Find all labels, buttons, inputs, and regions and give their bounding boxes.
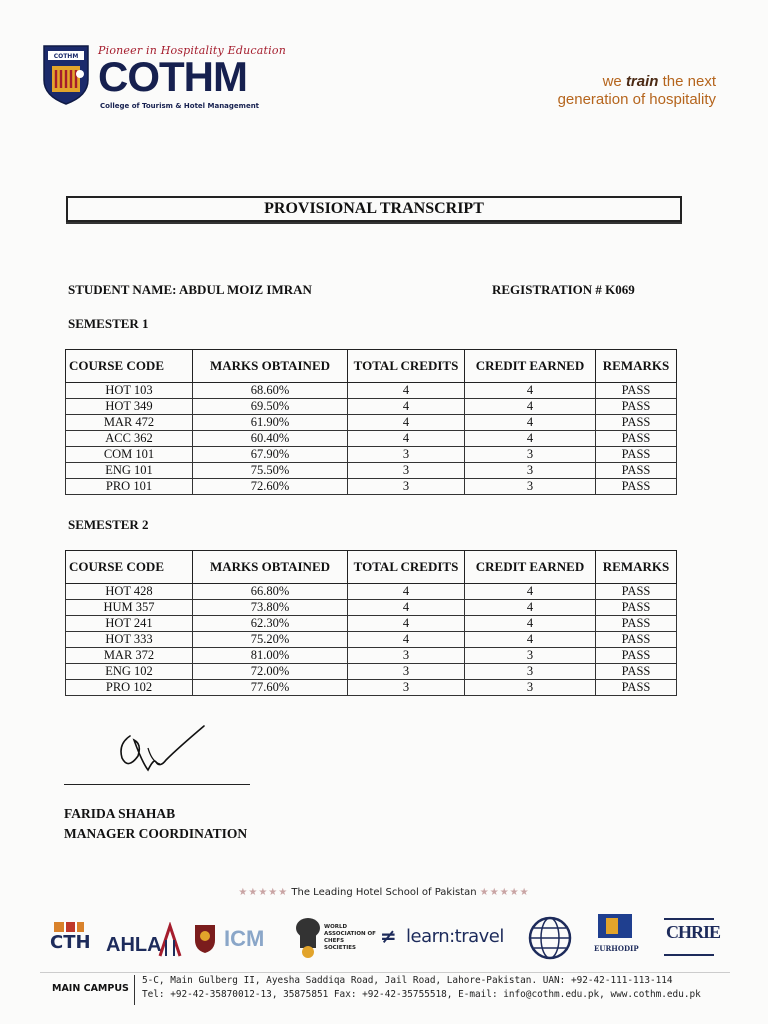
marks-cell: 75.50%	[193, 463, 348, 479]
affiliation-logos	[40, 910, 730, 966]
total-credits-cell: 3	[348, 664, 465, 680]
address-line-2: Tel: +92-42-35870012-13, 35875851 Fax: +92-42-35755518, E-mail: info@cothm.edu.pk, www.cothm.edu.pk	[142, 989, 701, 1000]
signatory-block	[64, 804, 247, 844]
col-credit-earned: CREDIT EARNED	[465, 551, 596, 584]
marks-cell: 81.00%	[193, 648, 348, 664]
total-credits-cell: 3	[348, 479, 465, 495]
signatory-title: MANAGER COORDINATION	[64, 826, 248, 841]
remarks-cell: PASS	[596, 600, 677, 616]
credit-earned-cell: 3	[465, 648, 596, 664]
table-header-row	[66, 350, 677, 383]
course-code-cell: ENG 101	[66, 463, 193, 479]
cothm-crest-logo	[42, 44, 90, 106]
remarks-cell: PASS	[596, 664, 677, 680]
marks-cell: 72.60%	[193, 479, 348, 495]
eurhodip-text: EURHODIP	[594, 944, 639, 953]
col-course-code: COURSE CODE	[66, 350, 193, 383]
svg-text:COTHM: COTHM	[53, 53, 79, 60]
total-credits-cell: 4	[348, 431, 465, 447]
course-code-cell: MAR 372	[66, 648, 193, 664]
course-code-cell: HOT 241	[66, 616, 193, 632]
handwritten-signature	[108, 718, 218, 780]
marks-cell: 61.90%	[193, 415, 348, 431]
total-credits-cell: 3	[348, 680, 465, 696]
leading-school-banner	[0, 887, 768, 898]
table-row	[66, 399, 677, 415]
footer-address-bar	[40, 972, 730, 1007]
marks-cell: 60.40%	[193, 431, 348, 447]
cth-mark	[54, 922, 84, 932]
chef-hat-icon	[294, 914, 322, 960]
remarks-cell: PASS	[596, 415, 677, 431]
credit-earned-cell: 3	[465, 463, 596, 479]
credit-earned-cell: 4	[465, 399, 596, 415]
table-row	[66, 616, 677, 632]
total-credits-cell: 3	[348, 447, 465, 463]
marks-cell: 62.30%	[193, 616, 348, 632]
col-remarks: REMARKS	[596, 350, 677, 383]
brand-full-name: College of Tourism & Hotel Management	[100, 102, 260, 110]
slogan	[558, 73, 716, 109]
table-row	[66, 431, 677, 447]
credit-earned-cell: 3	[465, 680, 596, 696]
slogan-post: the next	[658, 73, 716, 90]
table-row	[66, 479, 677, 495]
semester-2-label: SEMESTER 2	[68, 517, 149, 532]
signature-line	[64, 784, 250, 785]
table-row	[66, 383, 677, 399]
credit-earned-cell: 4	[465, 632, 596, 648]
marks-cell: 69.50%	[193, 399, 348, 415]
col-total-credits: TOTAL CREDITS	[348, 551, 465, 584]
course-code-cell: HOT 103	[66, 383, 193, 399]
table-row	[66, 584, 677, 600]
credit-earned-cell: 4	[465, 431, 596, 447]
credit-earned-cell: 3	[465, 664, 596, 680]
remarks-cell: PASS	[596, 463, 677, 479]
course-code-cell: PRO 101	[66, 479, 193, 495]
credit-earned-cell: 3	[465, 479, 596, 495]
icm-crest-icon	[192, 922, 218, 954]
total-credits-cell: 4	[348, 415, 465, 431]
course-code-cell: ACC 362	[66, 431, 193, 447]
remarks-cell: PASS	[596, 431, 677, 447]
remarks-cell: PASS	[596, 632, 677, 648]
ahla-text: AHLA	[106, 934, 162, 956]
remarks-cell: PASS	[596, 447, 677, 463]
table-row	[66, 632, 677, 648]
stars-right: ★★★★★	[479, 887, 530, 898]
table-header-row	[66, 551, 677, 584]
chrie-logo	[664, 910, 720, 966]
col-marks-obtained: MARKS OBTAINED	[193, 551, 348, 584]
address-line-1: 5-C, Main Gulberg II, Ayesha Saddiqa Road, Jail Road, Lahore-Pakistan. UAN: +92-42-111-113-114	[142, 975, 673, 986]
semester-1-table	[65, 349, 677, 495]
col-total-credits: TOTAL CREDITS	[348, 350, 465, 383]
stars-left: ★★★★★	[238, 887, 289, 898]
tagline: Pioneer in Hospitality Education	[98, 44, 286, 57]
col-credit-earned: CREDIT EARNED	[465, 350, 596, 383]
course-code-cell: ENG 102	[66, 664, 193, 680]
footer-divider	[134, 975, 135, 1005]
table-row	[66, 680, 677, 696]
marks-cell: 66.80%	[193, 584, 348, 600]
chrie-text: CHRIE	[666, 922, 721, 942]
col-remarks: REMARKS	[596, 551, 677, 584]
eurhodip-logo	[588, 910, 648, 966]
course-code-cell: HOT 333	[66, 632, 193, 648]
remarks-cell: PASS	[596, 479, 677, 495]
table-row	[66, 648, 677, 664]
course-code-cell: MAR 472	[66, 415, 193, 431]
marks-cell: 72.00%	[193, 664, 348, 680]
brand-name: COTHM	[98, 53, 247, 100]
slogan-pre: we	[602, 73, 626, 90]
globe-logo-icon	[526, 910, 574, 966]
course-code-cell: HOT 349	[66, 399, 193, 415]
learn-travel-logo	[380, 910, 520, 966]
table-row	[66, 600, 677, 616]
registration-number: REGISTRATION # K069	[492, 282, 635, 297]
credit-earned-cell: 4	[465, 415, 596, 431]
table-row	[66, 415, 677, 431]
campus-address	[142, 974, 722, 1002]
icm-text: ICM	[224, 926, 265, 951]
learn-travel-text: learn:travel	[406, 926, 504, 947]
remarks-cell: PASS	[596, 616, 677, 632]
col-course-code: COURSE CODE	[66, 551, 193, 584]
table-row	[66, 463, 677, 479]
cth-logo	[44, 910, 96, 966]
marks-cell: 73.80%	[193, 600, 348, 616]
credit-earned-cell: 4	[465, 584, 596, 600]
credit-earned-cell: 4	[465, 600, 596, 616]
main-campus-label: MAIN CAMPUS	[52, 983, 129, 994]
marks-cell: 68.60%	[193, 383, 348, 399]
table-row	[66, 664, 677, 680]
slogan-line-2: generation of hospitality	[557, 91, 716, 108]
cth-text: CTH	[50, 932, 91, 953]
semester-1-label: SEMESTER 1	[68, 316, 149, 331]
course-code-cell: HUM 357	[66, 600, 193, 616]
marks-cell: 77.60%	[193, 680, 348, 696]
total-credits-cell: 4	[348, 632, 465, 648]
total-credits-cell: 3	[348, 648, 465, 664]
remarks-cell: PASS	[596, 584, 677, 600]
ahla-logo	[104, 910, 184, 966]
total-credits-cell: 4	[348, 616, 465, 632]
learn-travel-swoosh: ≠	[380, 924, 397, 948]
remarks-cell: PASS	[596, 648, 677, 664]
total-credits-cell: 4	[348, 399, 465, 415]
slogan-emphasis: train	[625, 73, 659, 90]
table-row	[66, 447, 677, 463]
credit-earned-cell: 4	[465, 616, 596, 632]
eurhodip-flag-icon	[598, 914, 632, 938]
total-credits-cell: 4	[348, 584, 465, 600]
semester-2-rows	[66, 584, 677, 696]
credit-earned-cell: 4	[465, 383, 596, 399]
marks-cell: 75.20%	[193, 632, 348, 648]
ahla-building-icon	[158, 922, 182, 958]
remarks-cell: PASS	[596, 680, 677, 696]
student-name: STUDENT NAME: ABDUL MOIZ IMRAN	[68, 282, 312, 297]
icm-logo	[190, 910, 280, 966]
signatory-name: FARIDA SHAHAB	[64, 806, 176, 821]
course-code-cell: HOT 428	[66, 584, 193, 600]
semester-2-table	[65, 550, 677, 696]
col-marks-obtained: MARKS OBTAINED	[193, 350, 348, 383]
total-credits-cell: 4	[348, 600, 465, 616]
wacs-text: WORLD ASSOCIATION OF CHEFS SOCIETIES	[324, 924, 376, 951]
course-code-cell: PRO 102	[66, 680, 193, 696]
wacs-logo	[292, 910, 378, 966]
remarks-cell: PASS	[596, 383, 677, 399]
leading-text: The Leading Hotel School of Pakistan	[291, 887, 477, 898]
document-title: PROVISIONAL TRANSCRIPT	[66, 196, 682, 222]
course-code-cell: COM 101	[66, 447, 193, 463]
total-credits-cell: 3	[348, 463, 465, 479]
marks-cell: 67.90%	[193, 447, 348, 463]
total-credits-cell: 4	[348, 383, 465, 399]
remarks-cell: PASS	[596, 399, 677, 415]
semester-1-rows	[66, 383, 677, 495]
credit-earned-cell: 3	[465, 447, 596, 463]
